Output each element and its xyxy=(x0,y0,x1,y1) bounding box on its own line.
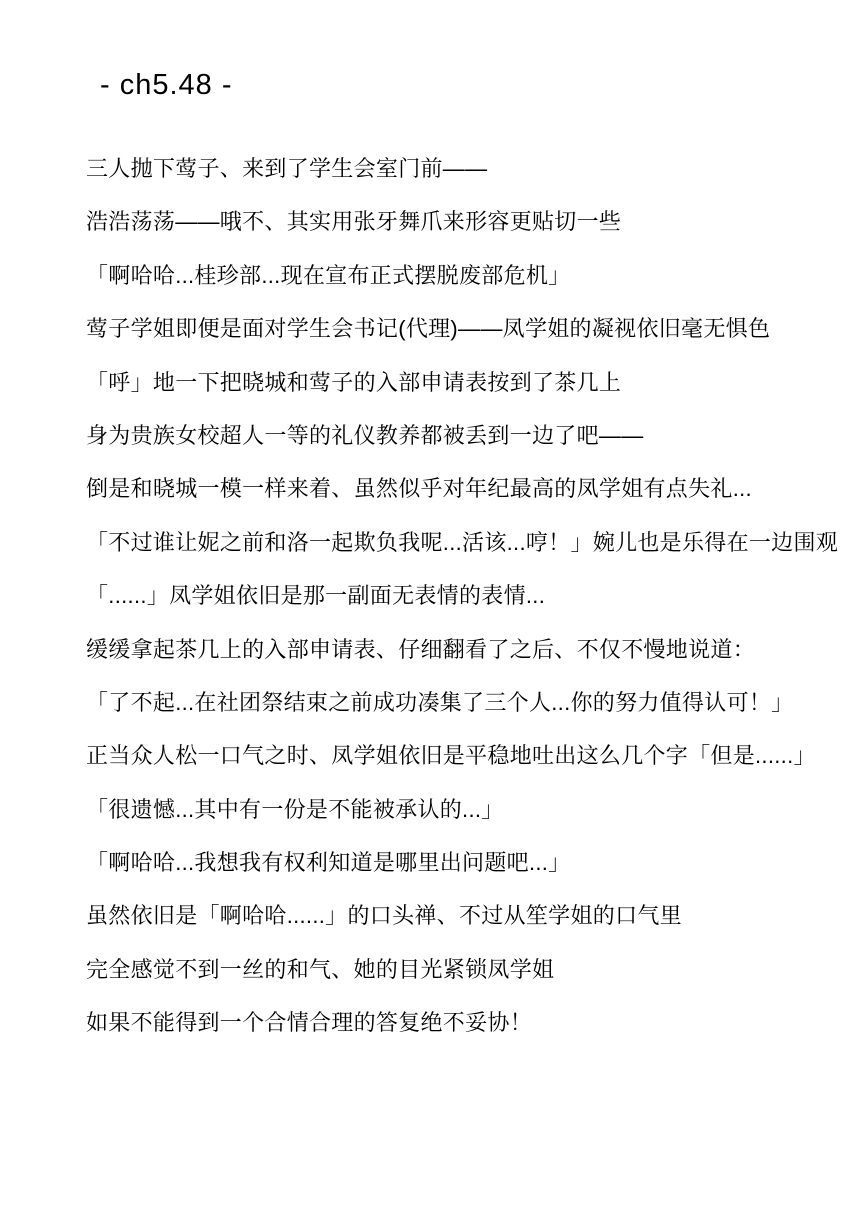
text-line: 身为贵族女校超人一等的礼仪教养都被丢到一边了吧—— xyxy=(86,422,644,448)
text-line: 「了不起...在社团祭结束之前成功凑集了三个人...你的努力值得认可！」 xyxy=(86,689,794,715)
text-line: 「啊哈哈...我想我有权利知道是哪里出问题吧...」 xyxy=(86,850,571,876)
text-line: 「......」凤学姐依旧是那一副面无表情的表情... xyxy=(86,583,546,609)
text-line: 倒是和晓城一模一样来着、虽然似乎对年纪最高的凤学姐有点失礼... xyxy=(86,476,752,502)
text-line: 正当众人松一口气之时、凤学姐依旧是平稳地吐出这么几个字「但是......」 xyxy=(86,743,816,769)
text-line: 「很遗憾...其中有一份是不能被承认的...」 xyxy=(86,796,504,822)
text-line: 「呼」地一下把晓城和莺子的入部申请表按到了茶几上 xyxy=(86,369,622,395)
text-line: 「不过谁让妮之前和洛一起欺负我呢...活该...哼！」婉儿也是乐得在一边围观 xyxy=(86,529,839,555)
chapter-text xyxy=(86,154,846,1062)
text-line: 如果不能得到一个合情合理的答复绝不妥协！ xyxy=(86,1010,533,1036)
chapter-title: - ch5.48 - xyxy=(100,69,233,101)
text-line: 缓缓拿起茶几上的入部申请表、仔细翻看了之后、不仅不慢地说道： xyxy=(86,636,756,662)
text-line: 三人抛下莺子、来到了学生会室门前—— xyxy=(86,156,488,181)
text-line: 「啊哈哈...桂珍部...现在宣布正式摆脱废部危机」 xyxy=(86,262,571,288)
text-line: 浩浩荡荡——哦不、其实用张牙舞爪来形容更贴切一些 xyxy=(86,209,622,235)
text-line: 完全感觉不到一丝的和气、她的目光紧锁凤学姐 xyxy=(86,956,555,982)
text-line: 虽然依旧是「啊哈哈......」的口头禅、不过从笙学姐的口气里 xyxy=(86,903,682,929)
text-line: 莺子学姐即便是面对学生会书记(代理)——凤学姐的凝视依旧毫无惧色 xyxy=(86,316,771,342)
